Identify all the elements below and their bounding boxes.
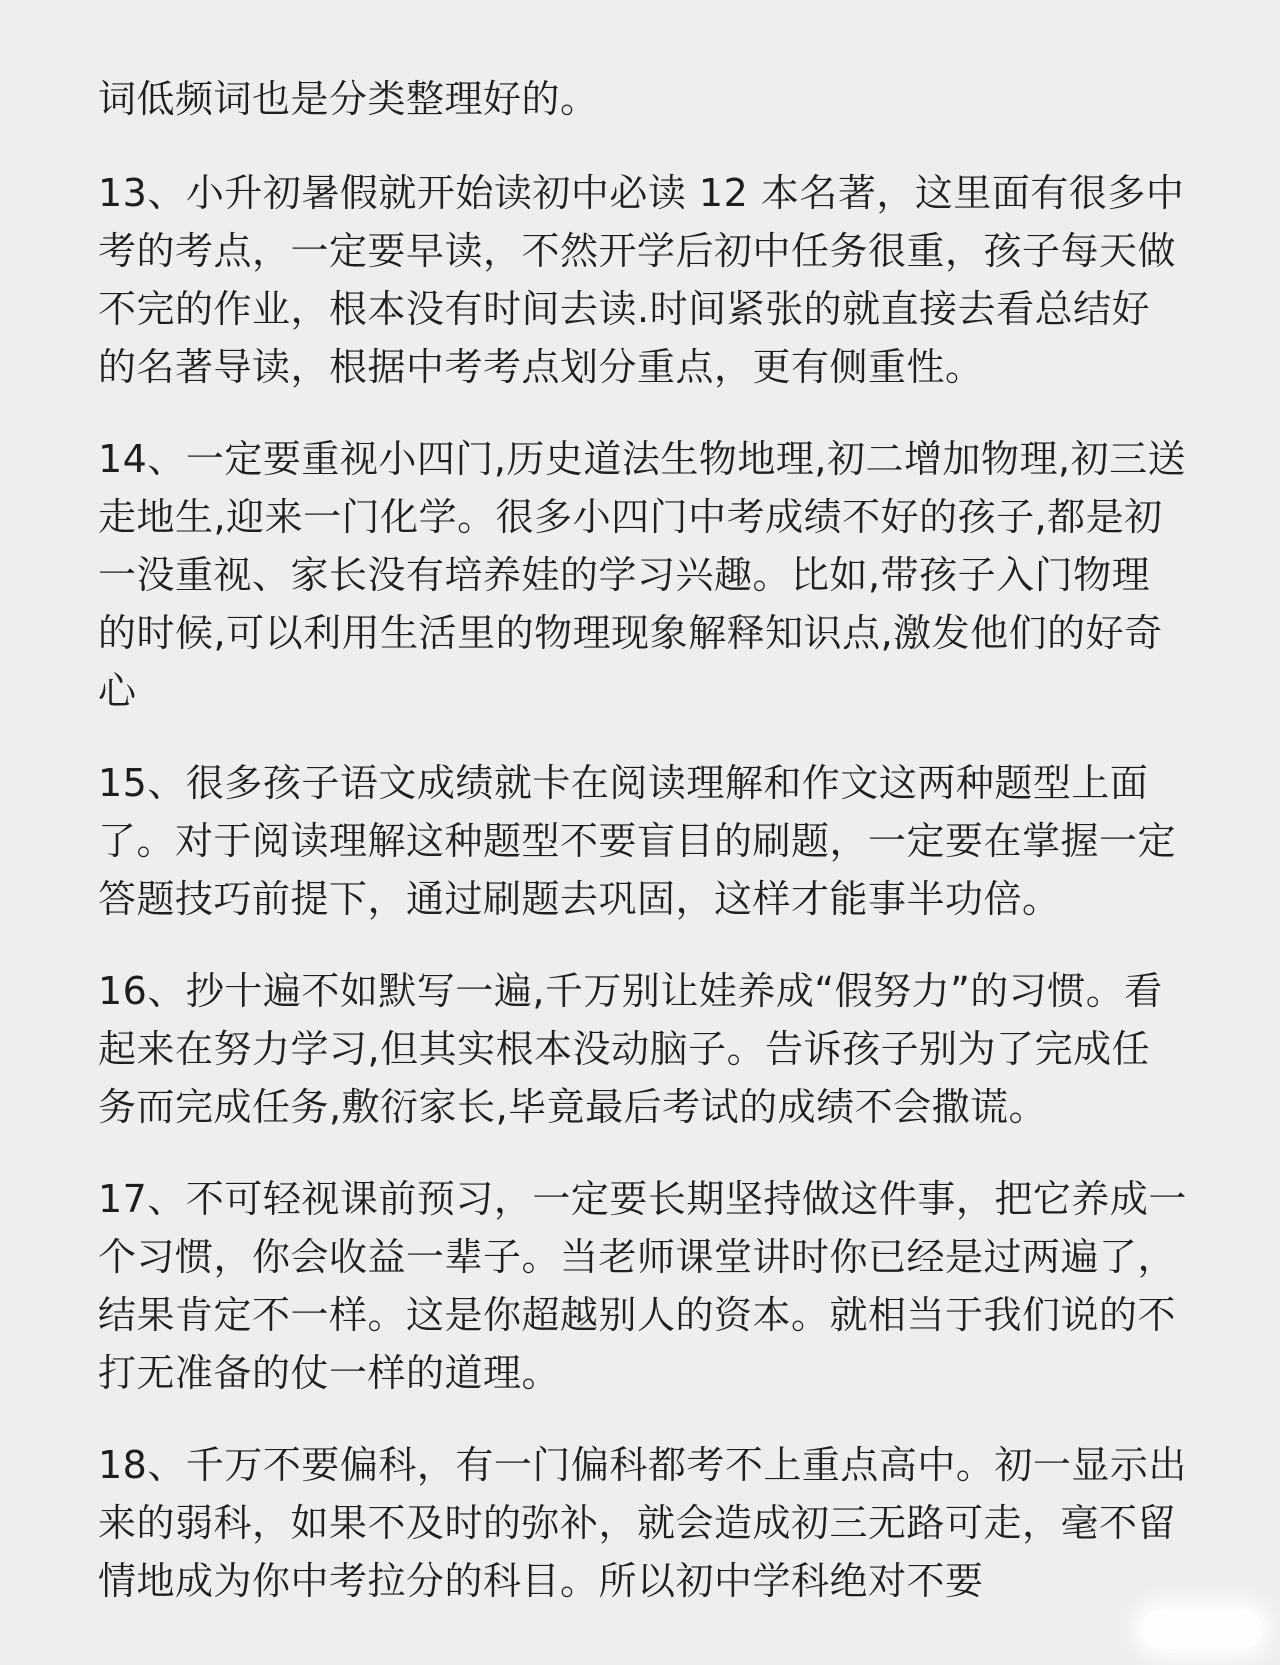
paragraph-18: 18、千万不要偏科，有一门偏科都考不上重点高中。初一显示出来的弱科，如果不及时的弥补，就会造成初三无路可走，毫不留情地成为你中考拉分的科目。所以初中学科绝对不要: [98, 1443, 1187, 1603]
watermark-glyph-icon: [1142, 1609, 1262, 1649]
paragraph-17: 17、不可轻视课前预习，一定要长期坚持做这件事，把它养成一个习惯，你会收益一辈子。当老师课堂讲时你已经是过两遍了，结果肯定不一样。这是你超越别人的资本。就相当于我们说的不打无准备的仗一样的道理。: [98, 1177, 1187, 1395]
paragraph-continuation: 词低频词也是分类整理好的。: [98, 77, 599, 121]
paragraph-14: 14、一定要重视小四门,历史道法生物地理,初二增加物理,初三送走地生,迎来一门化学。很多小四门中考成绩不好的孩子,都是初一没重视、家长没有培养娃的学习兴趣。比如,带孩子入门物理的时候,可以利用生活里的物理现象解释知识点,激发他们的好奇心: [98, 437, 1187, 713]
paragraph-16: 16、抄十遍不如默写一遍,千万别让娃养成“假努力”的习惯。看起来在努力学习,但其实根本没动脑子。告诉孩子别为了完成任务而完成任务,敷衍家长,毕竟最后考试的成绩不会撒谎。: [98, 969, 1163, 1129]
paragraph-13: 13、小升初暑假就开始读初中必读 12 本名著，这里面有很多中考的考点，一定要早读，不然开学后初中任务很重，孩子每天做不完的作业，根本没有时间去读.时间紧张的就直接去看总结好的名著导读，根据中考考点划分重点，更有侧重性。: [98, 171, 1185, 389]
watermark-logo: [1132, 1579, 1262, 1649]
article-text: [98, 70, 1188, 1610]
paragraph-15: 15、很多孩子语文成绩就卡在阅读理解和作文这两种题型上面了。对于阅读理解这种题型不要盲目的刷题，一定要在掌握一定答题技巧前提下，通过刷题去巩固，这样才能事半功倍。: [98, 761, 1177, 921]
